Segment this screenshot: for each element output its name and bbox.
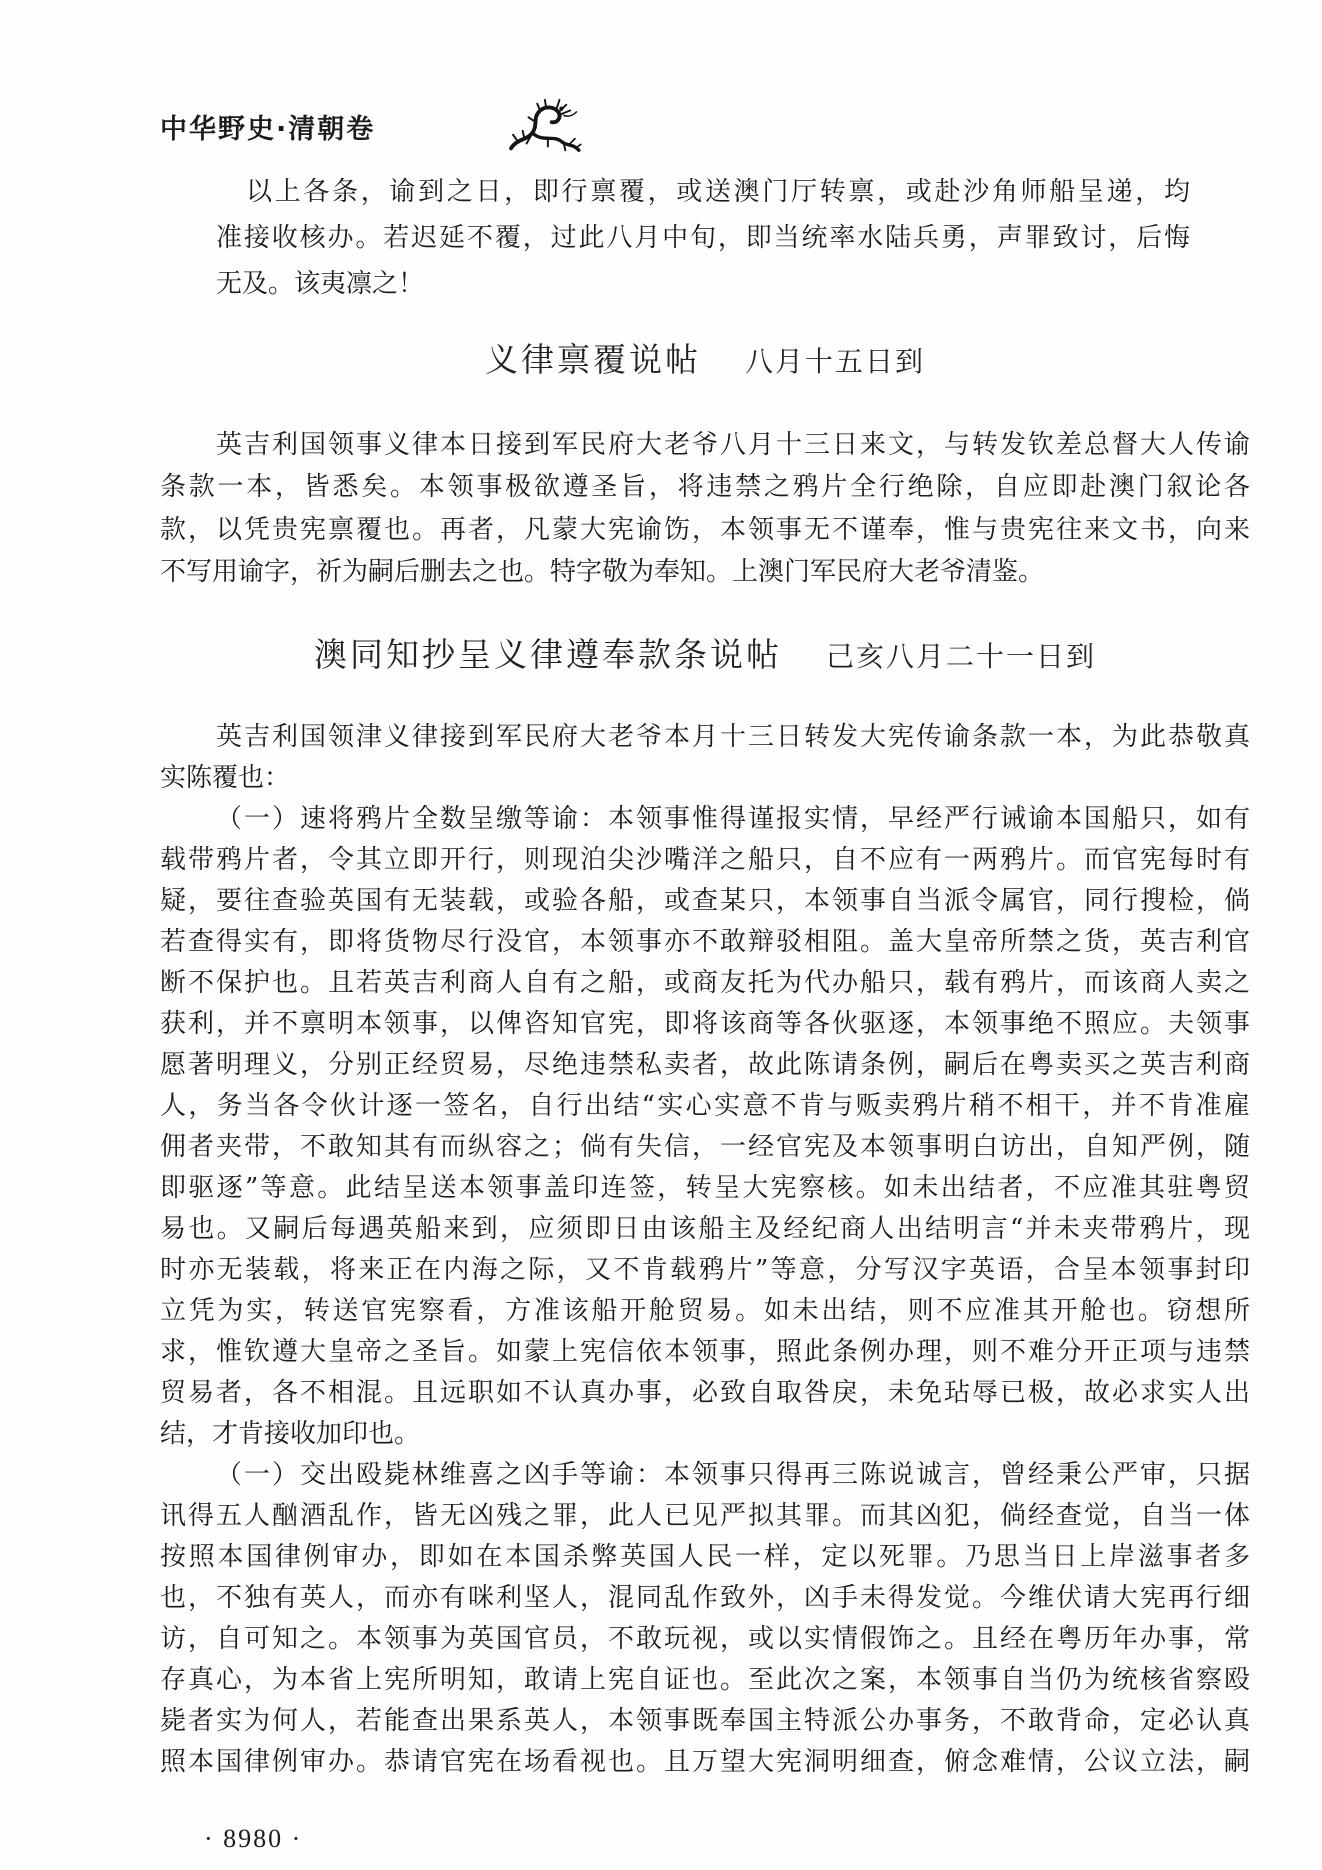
text-line: 疑，要往查验英国有无装载，或验各船，或查某只，本领事自当派令属官，同行搜检，倘 (160, 886, 1250, 916)
section-body (160, 717, 1250, 1783)
section-heading-date: 八月十五日到 (744, 345, 925, 378)
text-line: 断不保护也。且若英吉利商人自有之船，或商友托为代办船只，载有鸦片，而该商人卖之 (160, 968, 1250, 998)
text-line: （一）速将鸦片全数呈缴等谕：本领事惟得谨报实情，早经严行诫谕本国船只，如有 (216, 804, 1250, 834)
dragon-icon (505, 96, 583, 158)
text-line: 准接收核办。若迟延不覆，过此八月中旬，即当统率水陆兵勇，声罪致讨，后悔 (216, 223, 1190, 253)
text-line: 毙者实为何人，若能查出果系英人，本领事既奉国主特派公办事务，不敢背命，定必认真 (160, 1706, 1250, 1736)
text-line: 英吉利国领津义律接到军民府大老爷本月十三日转发大宪传谕条款一本，为此恭敬真 (216, 722, 1250, 752)
page-number: · 8980 · (204, 1824, 303, 1853)
text-line: 获利，并不禀明本领事，以俾咨知官宪，即将该商等各伙驱逐，本领事绝不照应。夫领事 (160, 1009, 1250, 1039)
section-heading-title: 澳同知抄呈义律遵奉款条说帖 (313, 635, 782, 674)
text-line: 不写用谕字，祈为嗣后删去之也。特字敬为奉知。上澳门军民府大老爷清鉴。 (160, 557, 1045, 588)
text-line: 访，自可知之。本领事为英国官员，不敢玩视，或以实情假饰之。且经在粤历年办事，常 (160, 1624, 1250, 1654)
paragraph (160, 717, 1250, 799)
section-heading-title: 义律禀覆说帖 (484, 340, 701, 379)
text-line: 按照本国律例审办，即如在本国杀弊英国人民一样，定以死罪。乃思当日上岸滋事者多 (160, 1542, 1250, 1572)
text-line: 贸易者，各不相混。且远职如不认真办事，必致自取咎戾，未免玷辱已极，故必求实人出 (160, 1378, 1250, 1408)
text-line: 款，以凭贵宪禀覆也。再者，凡蒙大宪谕饬，本领事无不谨奉，惟与贵宪往来文书，向来 (160, 514, 1250, 545)
text-line: 即驱逐”等意。此结呈送本领事盖印连签，转呈大宪察核。如未出结者，不应准其驻粤贸 (160, 1173, 1250, 1203)
section-heading-date: 己亥八月二十一日到 (825, 640, 1096, 673)
text-line: 人，务当各令伙计逐一签名，自行出结“实心实意不肯与贩卖鸦片稍不相干，并不肯准雇 (160, 1091, 1250, 1121)
text-line: 立凭为实，转送官宪察看，方准该船开舱贸易。如未出结，则不应准其开舱也。窃想所 (160, 1296, 1250, 1326)
text-line: 若查得实有，即将货物尽行没官，本领事亦不敢辩驳相阻。盖大皇帝所禁之货，英吉利官 (160, 927, 1250, 957)
paragraph (160, 424, 1250, 594)
text-line: 无及。该夷凛之！ (216, 269, 425, 299)
text-line: 条款一本，皆悉矣。本领事极欲遵圣旨，将违禁之鸦片全行绝除，自应即赴澳门叙论各 (160, 472, 1250, 503)
page-header-title: 中华野史·清朝卷 (160, 114, 376, 145)
text-line: 以上各条，谕到之日，即行禀覆，或送澳门厅转禀，或赴沙角师船呈递，均 (246, 177, 1190, 207)
text-line: 易也。又嗣后每遇英船来到，应须即日由该船主及经纪商人出结明言“并未夹带鸦片，现 (160, 1214, 1250, 1244)
text-line: 愿著明理义，分别正经贸易，尽绝违禁私卖者，故此陈请条例，嗣后在粤卖买之英吉利商 (160, 1050, 1250, 1080)
text-line: 也，不独有英人，而亦有咪利坚人，混同乱作致外，凶手未得发觉。今维伏请大宪再行细 (160, 1583, 1250, 1613)
paragraph (216, 169, 1190, 307)
text-line: 讯得五人酗酒乱作，皆无凶残之罪，此人已见严拟其罪。而其凶犯，倘经查觉，自当一体 (160, 1501, 1250, 1531)
text-line: 结，才肯接收加印也。 (160, 1419, 421, 1449)
text-line: （一）交出殴毙林维喜之凶手等谕：本领事只得再三陈说诚言，曾经秉公严审，只据 (216, 1460, 1250, 1490)
section-heading (160, 338, 1250, 382)
section-heading (160, 633, 1250, 677)
text-line: 佣者夹带，不敢知其有而纵容之；倘有失信，一经官宪及本领事明白访出，自知严例，随 (160, 1132, 1250, 1162)
text-line: 载带鸦片者，令其立即开行，则现泊尖沙嘴洋之船只，自不应有一两鸦片。而官宪每时有 (160, 845, 1250, 875)
paragraph (160, 799, 1250, 1455)
text-line: 实陈覆也： (160, 763, 291, 793)
paragraph (160, 1455, 1250, 1783)
text-line: 存真心，为本省上宪所明知，敢请上宪自证也。至此次之案，本领事自当仍为统核省察殴 (160, 1665, 1250, 1695)
text-line: 英吉利国领事义律本日接到军民府大老爷八月十三日来文，与转发钦差总督大人传谕 (216, 430, 1250, 460)
text-line: 照本国律例审办。恭请官宪在场看视也。且万望大宪洞明细查，俯念难情，公议立法，嗣 (160, 1747, 1250, 1777)
text-line: 求，惟钦遵大皇帝之圣旨。如蒙上宪信依本领事，照此条例办理，则不难分开正项与违禁 (160, 1337, 1250, 1367)
text-line: 时亦无装载，将来正在内海之际，又不肯载鸦片”等意，分写汉字英语，合呈本领事封印 (160, 1255, 1250, 1285)
